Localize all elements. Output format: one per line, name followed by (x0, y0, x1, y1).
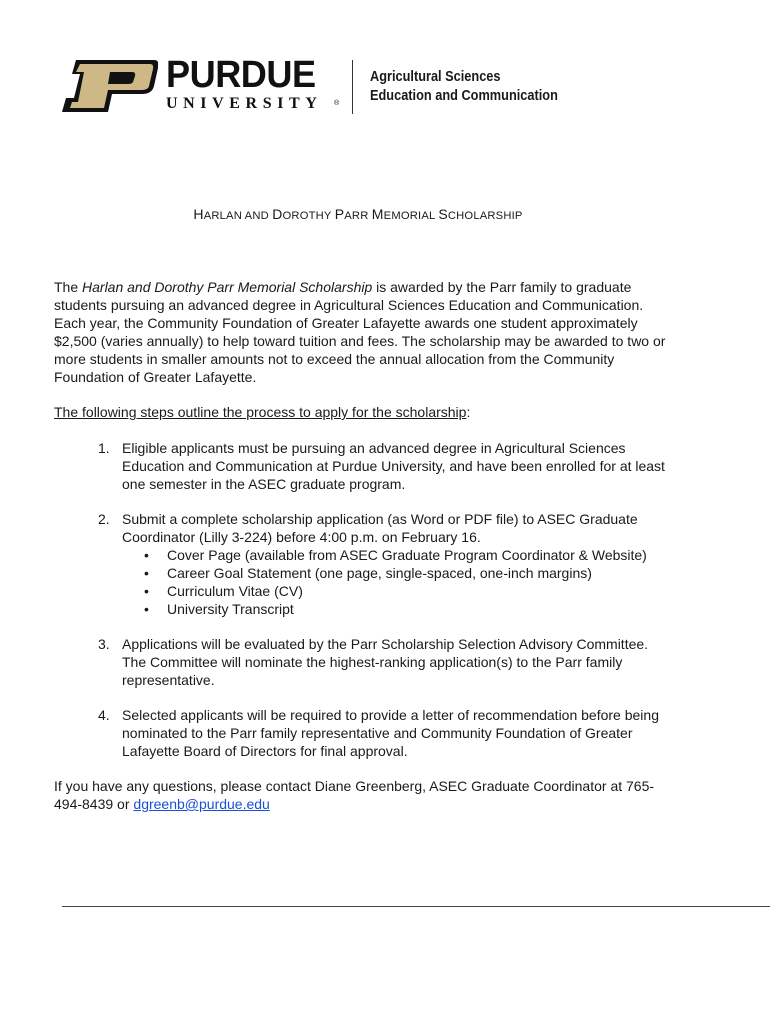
bullet-icon: • (144, 547, 149, 563)
list-item: • University Transcript (144, 601, 294, 617)
application-steps-list (54, 439, 670, 760)
email-link[interactable]: dgreenb@purdue.edu (133, 796, 270, 812)
required-documents-list (122, 546, 670, 618)
step-item (54, 635, 670, 689)
bullet-icon: • (144, 583, 149, 599)
bullet-icon: • (144, 601, 149, 617)
document-title: HARLAN AND DOROTHY PARR MEMORIAL SCHOLARSHIP (193, 206, 523, 222)
step-number: 4. (98, 707, 110, 723)
list-item: • Career Goal Statement (one page, single-spaced, one-inch margins) (144, 565, 592, 581)
university-wordmark: UNIVERSITY (166, 95, 323, 112)
step-text: Eligible applicants must be pursuing an advanced degree in Agricultural Sciences Education and Communication at Purdue University, and have been enrolled for at least one semester in the ASEC graduate program. (122, 440, 665, 492)
step-item (54, 439, 670, 493)
step-number: 2. (98, 511, 110, 527)
logo-divider (352, 60, 353, 114)
intro-paragraph: The Harlan and Dorothy Parr Memorial Scholarship is awarded by the Parr family to graduate students pursuing an advanced degree in Agricultural Sciences Education and Communication. Each year, the Community Foundation of Greater Lafayette awards one student approximately $2,500 (varies annually) to help toward tuition and fees. The scholarship may be awarded to two or more students in smaller amounts not to exceed the annual allocation from the Community Foundation of Greater Lafayette. (54, 279, 666, 385)
step-item (54, 510, 670, 618)
step-text: Applications will be evaluated by the Parr Scholarship Selection Advisory Committee. The Committee will nominate the highest-ranking application(s) to the Parr family representative. (122, 636, 649, 688)
scholarship-name: Harlan and Dorothy Parr Memorial Scholarship (82, 279, 373, 295)
purdue-wordmark: PURDUE (166, 54, 316, 96)
document-body (54, 278, 670, 813)
list-item: • Curriculum Vitae (CV) (144, 583, 303, 599)
purdue-header-logo (62, 56, 662, 116)
footer-rule (62, 906, 770, 907)
list-item: • Cover Page (available from ASEC Graduate Program Coordinator & Website) (144, 547, 647, 563)
purdue-p-logo-icon (62, 60, 158, 112)
step-item (54, 706, 670, 760)
step-number: 1. (98, 440, 110, 456)
department-line-2: Education and Communication (370, 88, 558, 104)
trademark-symbol: ® (334, 100, 340, 107)
bullet-icon: • (144, 565, 149, 581)
step-text: Selected applicants will be required to provide a letter of recommendation before being nominated to the Parr family representative and Community Foundation of Greater Lafayette Board of Directors for final approval. (122, 707, 659, 759)
steps-heading: The following steps outline the process to apply for the scholarship: (54, 404, 471, 420)
step-text: Submit a complete scholarship application (as Word or PDF file) to ASEC Graduate Coordinator (Lilly 3-224) before 4:00 p.m. on February 16. (122, 511, 638, 545)
department-line-1: Agricultural Sciences (370, 69, 501, 85)
department-name (370, 68, 558, 106)
step-number: 3. (98, 636, 110, 652)
contact-paragraph: If you have any questions, please contact Diane Greenberg, ASEC Graduate Coordinator at 765-494-8439 or dgreenb@purdue.edu (54, 778, 655, 812)
